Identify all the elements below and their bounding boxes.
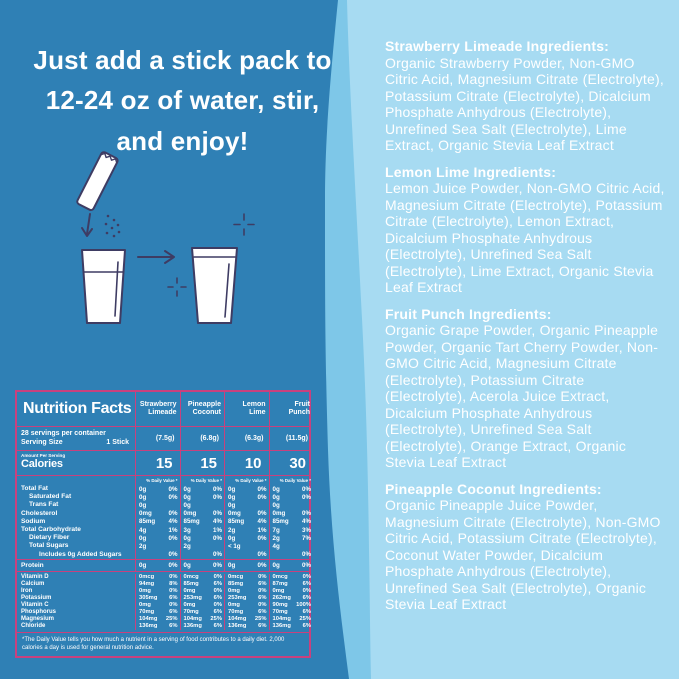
nutrient-cell	[269, 588, 314, 595]
nutrient-row	[17, 493, 309, 501]
nutrient-amount: 94mg	[139, 581, 155, 588]
nutrient-amount: 85mg	[228, 518, 245, 526]
nutrient-row	[17, 551, 309, 559]
nutrient-cell	[224, 518, 269, 526]
headline-line-1: Just add a stick pack to	[33, 45, 332, 75]
nutrient-cell	[224, 542, 269, 550]
nutrient-cell	[180, 574, 225, 581]
nutrient-cell	[224, 551, 269, 559]
nutrient-row	[17, 526, 309, 534]
calories-value: 10	[224, 451, 269, 475]
nutrient-cell	[224, 560, 269, 571]
nutrient-cell	[224, 526, 269, 534]
daily-value-header: % Daily Value *	[180, 476, 225, 485]
nutrient-row	[17, 542, 309, 550]
nutrient-amount: 0g	[228, 534, 236, 542]
nutrient-percent: 0%	[169, 588, 178, 595]
nutrient-label: Vitamin D	[21, 573, 49, 580]
nutrient-row	[17, 485, 309, 493]
nutrient-cell	[224, 493, 269, 501]
ingredients-heading: Strawberry Limeade Ingredients:	[385, 38, 610, 54]
nutrient-cell	[269, 501, 314, 509]
nutrient-percent: 0%	[257, 510, 267, 518]
nutrient-cell	[180, 510, 225, 518]
nutrient-cell	[269, 542, 314, 550]
nutrient-cell	[269, 595, 314, 602]
nutrient-cell	[180, 501, 225, 509]
nutrient-cell	[135, 560, 180, 571]
nutrient-percent: 6%	[302, 581, 311, 588]
nutrient-amount: 85mg	[183, 518, 200, 526]
ingredients-section	[385, 481, 669, 613]
nutrient-percent: 6%	[213, 581, 222, 588]
nutrient-percent: 0%	[213, 588, 222, 595]
calories-value: 30	[269, 451, 314, 475]
nutrient-amount: 85mg	[183, 581, 199, 588]
nutrient-amount: 104mg	[272, 616, 291, 623]
stick-pack-icon	[76, 151, 118, 211]
nutrient-percent: 0%	[168, 510, 178, 518]
nutrient-amount: 2g	[272, 534, 280, 542]
nutrient-cell	[269, 560, 314, 571]
nutrient-amount: 0mg	[228, 510, 241, 518]
nutrient-amount: 0mcg	[228, 574, 244, 581]
serving-size-value: (11.5g)	[269, 427, 314, 450]
nutrient-amount: 104mg	[183, 616, 202, 623]
nutrient-amount: 0mcg	[183, 574, 199, 581]
ingredients-section	[385, 306, 669, 471]
nutrient-cell	[269, 602, 314, 609]
nutrient-row	[17, 602, 309, 609]
footnote-section	[17, 633, 309, 656]
nutrient-amount: 0mg	[139, 510, 152, 518]
nutrient-cell	[269, 534, 314, 542]
nutrients-section	[17, 476, 309, 560]
nutrient-percent: 0%	[168, 534, 178, 542]
nutrient-row	[17, 518, 309, 526]
nutrient-percent: 4%	[213, 518, 222, 526]
powder-dots-icon	[105, 215, 121, 238]
flavor-header: Strawberry Limeade	[135, 392, 180, 426]
nutrient-amount: 2g	[183, 542, 191, 550]
nutrient-cell	[180, 542, 225, 550]
nutrient-percent: 25%	[210, 616, 222, 623]
nutrient-percent: 0%	[302, 510, 311, 518]
nutrient-cell	[224, 595, 269, 602]
nutrient-label: Phosphorus	[21, 608, 57, 615]
nutrient-percent: 7%	[302, 534, 311, 542]
nutrient-percent: 6%	[169, 623, 178, 630]
nutrient-amount: 0g	[139, 493, 147, 501]
nutrient-cell	[180, 623, 225, 630]
nutrient-cell	[269, 510, 314, 518]
nutrient-percent: 8%	[169, 581, 178, 588]
headline-line-3: and enjoy!	[116, 125, 249, 156]
nutrient-cell	[135, 518, 180, 526]
nutrient-percent: 1%	[168, 526, 178, 534]
daily-value-header: % Daily Value *	[135, 476, 180, 485]
nutrient-percent: 6%	[258, 595, 267, 602]
flavor-header: Pineapple Coconut	[180, 392, 225, 426]
nutrient-cell	[180, 588, 225, 595]
nutrient-amount: 262mg	[272, 595, 291, 602]
nutrient-percent: 4%	[257, 518, 267, 526]
nutrient-percent: 25%	[299, 616, 311, 623]
nutrient-percent: 3%	[302, 526, 311, 534]
nutrient-amount: 85mg	[139, 518, 156, 526]
nutrient-amount: 70mg	[139, 609, 155, 616]
nutrient-percent: 0%	[258, 588, 267, 595]
nutrient-amount: 104mg	[139, 616, 158, 623]
nutrient-amount: 136mg	[183, 623, 202, 630]
nutrient-cell	[135, 581, 180, 588]
nutrient-amount: 136mg	[228, 623, 247, 630]
nutrition-facts-title: Nutrition Facts	[23, 400, 132, 417]
nutrient-cell	[180, 534, 225, 542]
nutrient-amount: 253mg	[228, 595, 247, 602]
nutrient-amount: 0mg	[272, 510, 286, 518]
ingredients-section	[385, 38, 669, 154]
nutrient-percent: 0%	[302, 574, 311, 581]
serving-size-value: (6.8g)	[180, 427, 225, 450]
nutrient-amount: 0g	[272, 493, 280, 501]
nutrient-amount: 4g	[139, 526, 147, 534]
nutrient-cell	[135, 602, 180, 609]
nutrient-amount: 104mg	[228, 616, 247, 623]
nutrient-row	[17, 560, 309, 571]
serving-size-label: Serving Size	[21, 439, 63, 447]
nutrient-amount: 7g	[272, 526, 280, 534]
nutrient-cell	[180, 560, 225, 571]
ingredients-body: Organic Pineapple Juice Powder, Magnesium Citrate (Electrolyte), Non-GMO Citric Acid, Potassium Citrate (Electrolyte), Coconut Water Powder, Dicalcium Phosphate Anhydrous (Electrolyte), Unrefined Sea Salt (Electrolyte), Organic Stevia Leaf Extract	[385, 497, 661, 612]
nutrient-cell	[224, 616, 269, 623]
nutrient-percent: 6%	[213, 595, 222, 602]
nutrient-amount: 136mg	[272, 623, 291, 630]
nutrient-cell	[269, 574, 314, 581]
nutrient-percent: 0%	[302, 561, 311, 569]
nutrient-cell	[135, 616, 180, 623]
nutrient-amount: 0g	[228, 485, 236, 493]
nutrient-amount: 0g	[139, 561, 147, 569]
nutrient-amount: 0mg	[183, 588, 196, 595]
nutrient-cell	[135, 574, 180, 581]
daily-value-header: % Daily Value *	[224, 476, 269, 485]
nutrient-amount: 0g	[183, 501, 191, 509]
nutrient-amount: 85mg	[228, 581, 244, 588]
nutrient-amount: 0g	[228, 501, 236, 509]
glass-full-icon	[192, 248, 237, 323]
ingredients-body: Organic Strawberry Powder, Non-GMO Citric Acid, Magnesium Citrate (Electrolyte), Potassium Citrate (Electrolyte), Dicalcium Phosphate Anhydrous (Electrolyte), Unrefined Sea Salt (Electrolyte), Lime Extract, Organic Stevia Leaf Extract	[385, 54, 664, 153]
nutrient-cell	[224, 609, 269, 616]
nutrient-row	[17, 609, 309, 616]
nutrient-cell	[135, 595, 180, 602]
stir-arrow-icon	[138, 251, 174, 263]
ingredients-body: Lemon Juice Powder, Non-GMO Citric Acid, Magnesium Citrate (Electrolyte), Potassium Citrate (Electrolyte), Lemon Extract, Dicalcium Phosphate Anhydrous (Electrolyte), Unrefined Sea Salt (Electrolyte), Lime Extract, Organic Stevia Leaf Extract	[385, 180, 665, 295]
nutrient-amount: 0g	[183, 534, 191, 542]
nutrient-label: Potassium	[21, 594, 52, 601]
ingredients-panel	[385, 38, 669, 623]
nutrient-label: Iron	[21, 587, 33, 594]
nutrient-cell	[135, 485, 180, 493]
ingredients-heading: Fruit Punch Ingredients:	[385, 305, 552, 322]
nutrient-percent: 6%	[169, 609, 178, 616]
nutrient-row	[17, 534, 309, 542]
servings-per-container: 28 servings per container	[21, 430, 106, 437]
serving-size-value: (6.3g)	[224, 427, 269, 450]
nutrient-amount: 0mg	[139, 588, 151, 595]
nutrient-percent: 6%	[302, 609, 311, 616]
ingredients-body: Organic Grape Powder, Organic Pineapple Powder, Organic Tart Cherry Powder, Non-GMO Citric Acid, Magnesium Citrate (Electrolyte), Potassium Citrate (Electrolyte), Acerola Juice Extract, Dicalcium Phosphate Anhydrous (Electrolyte), Unrefined Sea Salt (Electrolyte), Orange Extract, Organic Stevia Leaf Extract	[385, 322, 659, 470]
nutrient-percent: 0%	[168, 551, 178, 559]
nutrient-percent: 0%	[213, 574, 222, 581]
nutrient-amount: 0mcg	[272, 574, 288, 581]
nutrient-amount: < 1g	[228, 542, 241, 550]
nutrient-cell	[269, 485, 314, 493]
ingredients-section	[385, 164, 669, 296]
daily-value-footnote: *The Daily Value tells you how much a nutrient in a serving of food contributes to a daily diet. 2,000 calories a day is used for general nutrition advice.	[22, 636, 285, 651]
nutrient-amount: 0mcg	[139, 574, 155, 581]
nutrient-label: Trans Fat	[29, 501, 59, 509]
nutrient-cell	[180, 609, 225, 616]
nutrition-facts-table	[15, 390, 311, 658]
nutrient-amount: 0g	[228, 493, 236, 501]
nutrient-cell	[180, 602, 225, 609]
nutrient-percent: 0%	[302, 588, 311, 595]
nutrient-amount: 4g	[272, 542, 280, 550]
nutrient-row	[17, 501, 309, 509]
nutrient-cell	[135, 551, 180, 559]
nutrient-percent: 25%	[165, 616, 178, 623]
vitamins-section	[17, 572, 309, 633]
nutrient-percent: 0%	[257, 493, 267, 501]
servings-section	[17, 427, 309, 451]
nutrient-cell	[180, 493, 225, 501]
nutrient-amount: 0g	[272, 561, 280, 569]
nutrient-percent: 0%	[213, 485, 222, 493]
nutrient-percent: 0%	[169, 602, 178, 609]
nutrient-percent: 0%	[302, 551, 311, 559]
nutrient-cell	[269, 493, 314, 501]
nutrient-percent: 0%	[213, 534, 222, 542]
calories-value: 15	[135, 451, 180, 475]
ingredients-heading: Lemon Lime Ingredients:	[385, 163, 557, 180]
nutrient-cell	[180, 485, 225, 493]
nutrient-amount: 0mg	[272, 588, 285, 595]
nutrient-label: Cholesterol	[21, 509, 58, 517]
headline-line-2: 12-24 oz of water, stir,	[45, 85, 320, 116]
nutrient-amount: 305mg	[139, 595, 158, 602]
nutrient-label: Dietary Fiber	[29, 534, 70, 542]
nutrient-cell	[269, 518, 314, 526]
nutrient-amount: 2g	[139, 542, 147, 550]
nutrient-amount: 85mg	[272, 518, 289, 526]
nutrient-percent: 0%	[169, 574, 178, 581]
nutrient-amount: 0mg	[183, 602, 196, 609]
nutrient-amount: 90mg	[272, 602, 288, 609]
calories-label: Calories	[21, 458, 63, 470]
nutrient-row	[17, 581, 309, 588]
table-header-section	[17, 392, 309, 427]
ingredients-heading: Pineapple Coconut Ingredients:	[385, 480, 602, 497]
nutrient-cell	[224, 485, 269, 493]
nutrient-amount: 0mg	[139, 602, 151, 609]
nutrient-cell	[269, 581, 314, 588]
nutrient-percent: 0%	[168, 485, 178, 493]
nutrient-percent: 0%	[258, 574, 267, 581]
nutrient-percent: 0%	[168, 493, 178, 501]
nutrient-cell	[269, 609, 314, 616]
nutrient-percent: 1%	[213, 526, 222, 534]
nutrient-amount: 0mg	[183, 510, 197, 518]
nutrient-percent: 0%	[213, 551, 222, 559]
nutrient-label: Total Fat	[21, 485, 48, 492]
nutrient-cell	[135, 510, 180, 518]
nutrient-percent: 100%	[296, 602, 311, 609]
nutrient-cell	[224, 534, 269, 542]
nutrient-cell	[135, 534, 180, 542]
nutrient-amount: 0g	[272, 501, 280, 509]
nutrient-row	[17, 510, 309, 518]
nutrient-cell	[135, 493, 180, 501]
nutrient-percent: 0%	[257, 551, 267, 559]
nutrient-percent: 0%	[257, 534, 267, 542]
protein-section	[17, 560, 309, 572]
nutrient-percent: 0%	[213, 493, 222, 501]
nutrient-label: Chloride	[21, 622, 46, 629]
nutrient-row	[17, 574, 309, 581]
nutrient-amount: 3g	[183, 526, 191, 534]
nutrient-cell	[224, 574, 269, 581]
nutrient-amount: 0g	[139, 485, 147, 493]
nutrient-label: Magnesium	[21, 615, 55, 622]
nutrient-label: Saturated Fat	[29, 493, 72, 501]
nutrient-percent: 0%	[213, 602, 222, 609]
nutrient-percent: 6%	[258, 581, 267, 588]
nutrient-percent: 0%	[302, 485, 311, 493]
calories-section	[17, 451, 309, 476]
nutrient-percent: 4%	[302, 518, 311, 526]
nutrient-amount: 0g	[139, 534, 147, 542]
glass-half-icon	[82, 250, 125, 323]
nutrient-amount: 70mg	[183, 609, 199, 616]
nutrient-amount: 136mg	[139, 623, 158, 630]
nutrient-amount: 0mg	[228, 588, 240, 595]
nutrient-label: Protein	[21, 561, 44, 569]
nutrient-percent: 25%	[254, 616, 267, 623]
nutrient-cell	[180, 595, 225, 602]
nutrient-cell	[135, 526, 180, 534]
nutrient-percent: 0%	[213, 510, 222, 518]
nutrient-percent: 0%	[302, 493, 311, 501]
nutrient-percent: 4%	[168, 518, 178, 526]
nutrient-percent: 6%	[213, 623, 222, 630]
nutrient-cell	[135, 588, 180, 595]
nutrient-cell	[269, 551, 314, 559]
nutrient-percent: 0%	[168, 561, 178, 569]
nutrient-label: Includes 0g Added Sugars	[39, 550, 122, 558]
nutrient-percent: 6%	[213, 609, 222, 616]
nutrient-label: Calcium	[21, 580, 45, 587]
nutrient-row	[17, 588, 309, 595]
nutrient-cell	[224, 510, 269, 518]
nutrient-cell	[224, 581, 269, 588]
mixing-instructions-illustration	[60, 140, 280, 340]
nutrient-row	[17, 595, 309, 602]
sparkle-icon	[168, 278, 186, 296]
daily-value-header: % Daily Value *	[269, 476, 314, 485]
nutrient-percent: 0%	[258, 602, 267, 609]
nutrient-cell	[180, 551, 225, 559]
nutrient-cell	[224, 588, 269, 595]
nutrient-cell	[135, 623, 180, 630]
nutrient-amount: 0mg	[228, 602, 240, 609]
nutrient-cell	[269, 526, 314, 534]
sparkle-icon	[234, 214, 254, 235]
nutrient-percent: 6%	[169, 595, 178, 602]
nutrient-label: Total Sugars	[29, 542, 69, 550]
nutrient-amount: 70mg	[272, 609, 288, 616]
nutrient-cell	[224, 602, 269, 609]
nutrient-label: Sodium	[21, 517, 46, 525]
nutrient-amount: 0g	[272, 485, 280, 493]
nutrient-percent: 6%	[258, 609, 267, 616]
flavor-header: Lemon Lime	[224, 392, 269, 426]
nutrient-amount: 0g	[139, 501, 147, 509]
nutrient-amount: 253mg	[183, 595, 202, 602]
nutrient-label: Total Carbohydrate	[21, 525, 81, 533]
nutrient-amount: 0g	[183, 493, 191, 501]
nutrient-percent: 1%	[257, 526, 267, 534]
nutrient-label: Vitamin C	[21, 601, 49, 608]
nutrient-cell	[135, 609, 180, 616]
nutrient-amount: 0g	[183, 485, 191, 493]
serving-size-value: (7.5g)	[135, 427, 180, 450]
nutrient-cell	[180, 518, 225, 526]
nutrient-cell	[135, 501, 180, 509]
serving-unit: 1 Stick	[106, 439, 129, 447]
nutrient-row	[17, 616, 309, 623]
nutrient-amount: 70mg	[228, 609, 244, 616]
nutrient-row	[17, 623, 309, 630]
nutrient-cell	[180, 616, 225, 623]
amount-per-serving-label: Amount Per Serving	[21, 453, 66, 458]
nutrient-percent: 6%	[302, 623, 311, 630]
nutrient-cell	[224, 501, 269, 509]
nutrient-cell	[269, 616, 314, 623]
flavor-header: Fruit Punch	[269, 392, 314, 426]
nutrient-cell	[224, 623, 269, 630]
nutrient-cell	[180, 526, 225, 534]
calories-value: 15	[180, 451, 225, 475]
nutrient-percent: 0%	[257, 561, 267, 569]
nutrient-cell	[135, 542, 180, 550]
nutrient-amount: 0g	[183, 561, 191, 569]
nutrient-amount: 2g	[228, 526, 236, 534]
nutrient-amount: 0g	[228, 561, 236, 569]
nutrient-percent: 6%	[302, 595, 311, 602]
nutrient-percent: 6%	[258, 623, 267, 630]
nutrient-amount: 87mg	[272, 581, 288, 588]
pour-arrow-icon	[82, 214, 92, 236]
nutrient-cell	[180, 581, 225, 588]
nutrient-cell	[269, 623, 314, 630]
nutrient-percent: 0%	[257, 485, 267, 493]
nutrient-percent: 0%	[213, 561, 222, 569]
